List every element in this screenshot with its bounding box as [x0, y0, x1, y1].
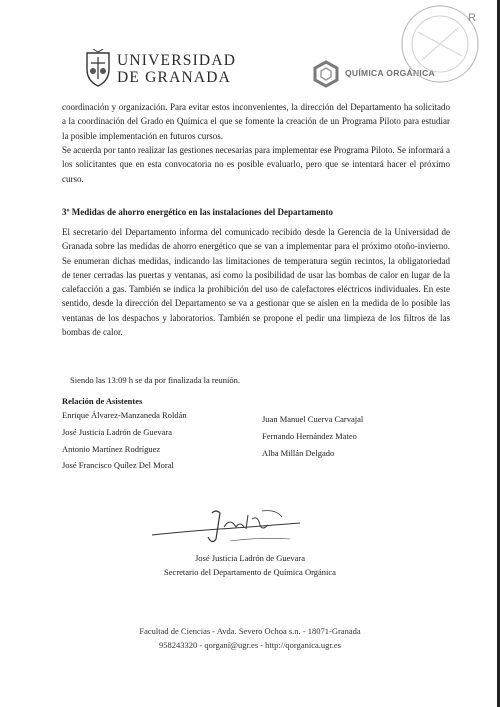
- paragraph-coordination: coordinación y organización. Para evitar estos inconvenientes, la dirección del Departamento ha solicitado a la coordinación del Grado en Química el que se fomente la creación de un Programa Piloto para estudiar la posible implementación en futuros cursos.: [62, 102, 450, 141]
- department-name: QUÍMICA ORGÁNICA: [345, 68, 435, 78]
- university-name: [117, 52, 236, 86]
- university-name-line-1: UNIVERSIDAD: [117, 52, 237, 69]
- signatory-role: Secretario del Departamento de Química Orgánica: [164, 567, 336, 577]
- attendee-left-2: José Justicia Ladrón de Guevara: [62, 427, 172, 437]
- attendee-left-3: Antonio Martínez Rodríguez: [62, 444, 161, 454]
- paragraph-energy-saving: El secretario del Departamento informa del comunicado recibido desde la Gerencia de la Universidad de Granada sobre las medidas de ahorro energético que se van a implementar para el próximo otoño-invierno. Se enumeran dichas medidas, indicando las limitaciones de temperatura según recintos, la obligatoriedad de tener cerradas las puertas y ventanas, así como la posibilidad de usar las bombas de calor en lugar de la calefacción a gas. También se indica la prohibición del uso de calefactores eléctricos individuales. En este sentido, desde la dirección del Departamento se va a gestionar que se aíslen en la medida de lo posible las ventanas de los despachos y laboratorios. También se propone el pedir una limpieza de los filtros de las bombas de calor.: [62, 227, 450, 338]
- signatory-name: José Justicia Ladrón de Guevara: [195, 553, 305, 563]
- handwritten-signature: [150, 505, 310, 547]
- attendee-right-2: Fernando Hernández Mateo: [262, 431, 357, 441]
- section-3-title: 3º Medidas de ahorro energético en las instalaciones del Departamento: [62, 207, 334, 217]
- closing-statement: Siendo las 13:09 h se da por finalizada la reunión.: [70, 375, 240, 385]
- footer-contact: 958243320 - qorganí@ugr.es - http://qorganica.ugr.es: [159, 640, 341, 650]
- footer-address: Facultad de Ciencias - Avda. Severo Ochoa s.n. - 18071-Granada: [139, 626, 361, 636]
- paragraph-agreement: Se acuerda por tanto realizar las gestiones necesarias para implementar ese Programa Piloto. Se informará a los solicitantes que en esta convocatoria no es posible evaluarlo, pero que se intentará hacer el próximo curso.: [62, 145, 450, 184]
- hexagon-logo-icon: [312, 60, 340, 88]
- register-stamp: R: [468, 12, 476, 24]
- university-crest-icon: [84, 49, 112, 87]
- university-name-line-2: DE GRANADA: [117, 69, 232, 86]
- attendee-left-4: José Francisco Quílez Del Moral: [62, 460, 174, 470]
- attendee-left-1: Enrique Álvarez-Manzaneda Roldán: [62, 410, 187, 420]
- attendee-right-1: Juan Manuel Cuerva Carvajal: [262, 414, 364, 424]
- attendees-title: Relación de Asistentes: [62, 396, 143, 406]
- attendee-right-3: Alba Millán Delgado: [262, 448, 335, 458]
